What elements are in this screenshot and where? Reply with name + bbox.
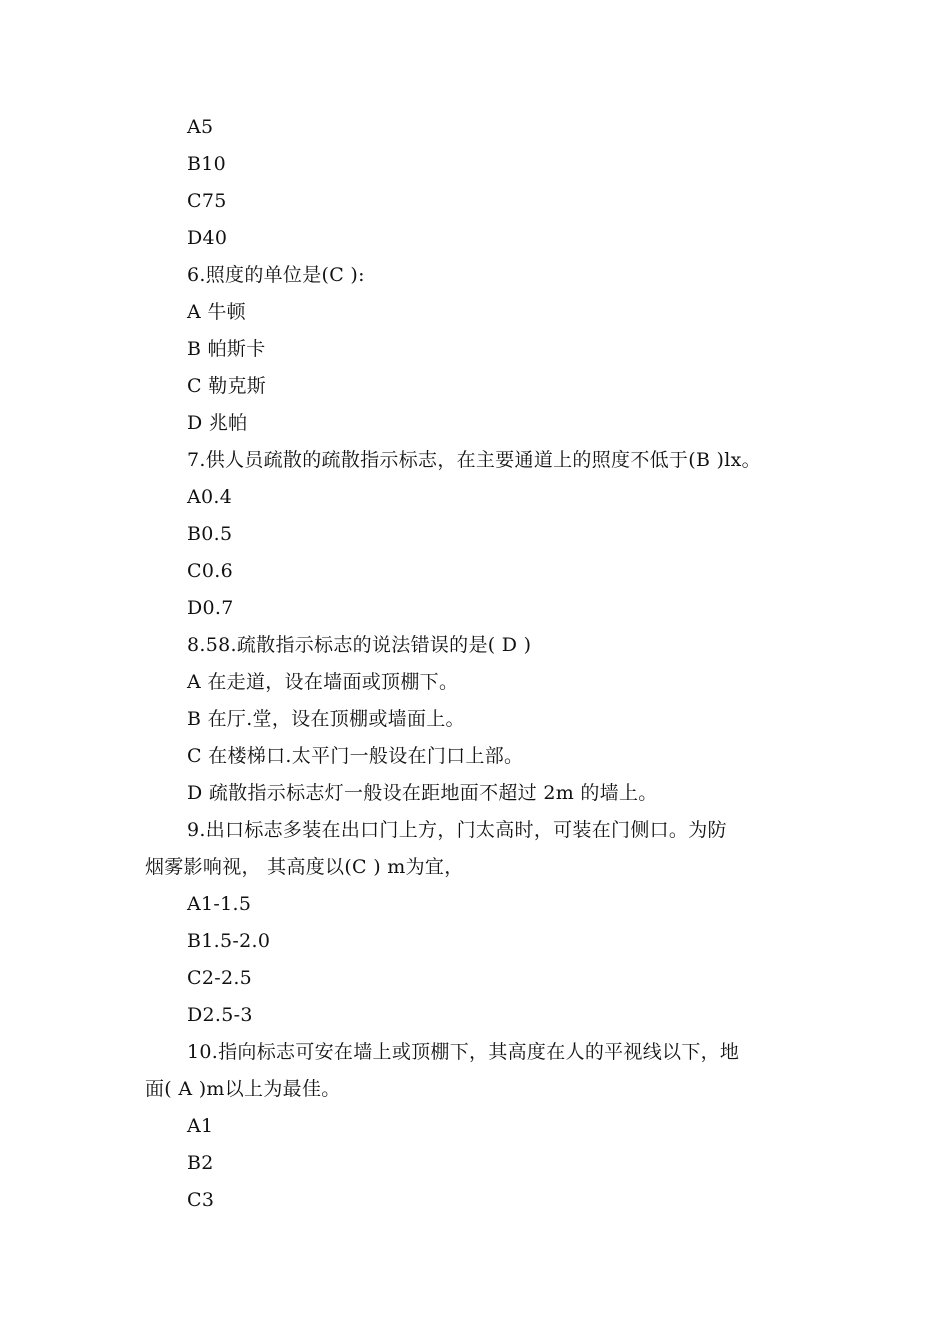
- q8-option-b: B 在厅.堂，设在顶棚或墙面上。: [187, 708, 465, 730]
- question-7: 7.供人员疏散的疏散指示标志，在主要通道上的照度不低于(B )lx。: [187, 449, 761, 471]
- q7-option-d: D0.7: [187, 597, 234, 619]
- question-10-continued: 面( A )m以上为最佳。: [145, 1078, 341, 1100]
- option-c75: C75: [187, 190, 227, 212]
- question-9: 9.出口标志多装在出口门上方，门太高时，可装在门侧口。为防: [187, 819, 727, 841]
- q7-option-c: C0.6: [187, 560, 233, 582]
- q9-option-a: A1-1.5: [187, 893, 252, 915]
- question-9-continued: 烟雾影响视， 其高度以(C ) m为宜，: [145, 856, 464, 878]
- question-10: 10.指向标志可安在墙上或顶棚下，其高度在人的平视线以下，地: [187, 1041, 740, 1063]
- q7-option-b: B0.5: [187, 523, 233, 545]
- q7-option-a: A0.4: [187, 486, 233, 508]
- q6-option-d: D 兆帕: [187, 412, 248, 434]
- q6-option-b: B 帕斯卡: [187, 338, 266, 360]
- option-d40: D40: [187, 227, 228, 249]
- q10-option-a: A1: [187, 1115, 214, 1137]
- q8-option-d: D 疏散指示标志灯一般设在距地面不超过 2m 的墙上。: [187, 782, 658, 804]
- q6-option-a: A 牛顿: [187, 301, 246, 323]
- question-8: 8.58.疏散指示标志的说法错误的是( D ): [187, 634, 532, 656]
- q10-option-c: C3: [187, 1189, 215, 1211]
- q8-option-a: A 在走道，设在墙面或顶棚下。: [187, 671, 459, 693]
- q9-option-d: D2.5-3: [187, 1004, 253, 1026]
- question-6: 6.照度的单位是(C ):: [187, 264, 365, 286]
- q10-option-b: B2: [187, 1152, 214, 1174]
- option-a5: A5: [187, 116, 214, 138]
- q6-option-c: C 勒克斯: [187, 375, 267, 397]
- option-b10: B10: [187, 153, 227, 175]
- q9-option-c: C2-2.5: [187, 967, 253, 989]
- q9-option-b: B1.5-2.0: [187, 930, 271, 952]
- q8-option-c: C 在楼梯口.太平门一般设在门口上部。: [187, 745, 524, 767]
